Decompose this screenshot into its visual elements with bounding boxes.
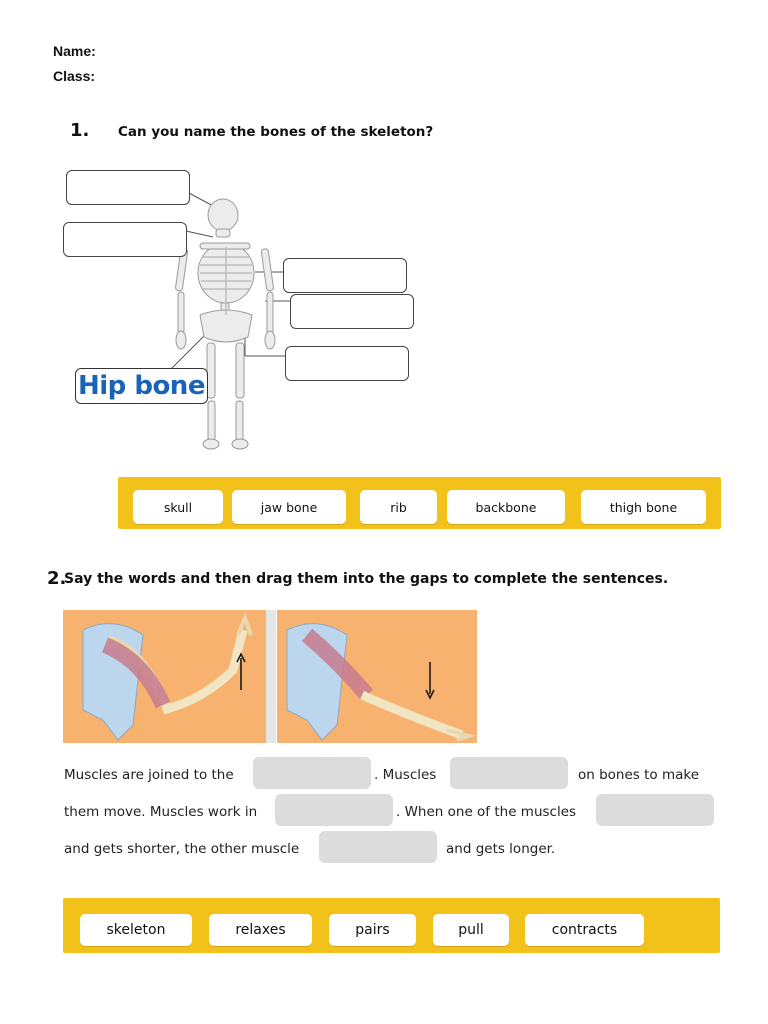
gap-4[interactable] [596,794,714,826]
word-chip-skeleton[interactable]: skeleton [80,914,192,946]
word-chip-pairs[interactable]: pairs [329,914,416,946]
arm-straight-illustration [277,610,477,743]
sentence-part-1: Muscles are joined to the [64,767,234,783]
question-2-instruction: Say the words and then drag them into the gaps to complete the sentences. [64,571,669,587]
sentence-part-2: . Muscles [374,767,437,783]
skeleton-label-slot-1[interactable] [66,170,190,205]
skeleton-label-slot-4[interactable] [290,294,414,329]
panel-divider [266,610,276,743]
sentence-part-7: and gets longer. [446,841,556,857]
word-chip-thigh-bone[interactable]: thigh bone [581,490,706,524]
skeleton-label-slot-5[interactable] [285,346,409,381]
sentence-part-4: them move. Muscles work in [64,804,258,820]
arm-bent-illustration [63,610,266,743]
name-label: Name: [53,43,96,59]
gap-5[interactable] [319,831,437,863]
skeleton-label-slot-3[interactable] [283,258,407,293]
word-chip-pull[interactable]: pull [433,914,509,946]
skeleton-label-slot-2[interactable] [63,222,187,257]
sentence-part-6: and gets shorter, the other muscle [64,841,300,857]
question-2-number: 2. [47,568,67,589]
word-chip-rib[interactable]: rib [360,490,437,524]
word-chip-relaxes[interactable]: relaxes [209,914,312,946]
question-1-number: 1. [70,120,90,141]
question-1-text: Can you name the bones of the skeleton? [118,124,434,140]
hip-bone-label[interactable]: Hip bone [75,368,208,404]
word-chip-skull[interactable]: skull [133,490,223,524]
sentence-part-5: . When one of the muscles [396,804,577,820]
sentence-part-3: on bones to make [578,767,700,783]
word-chip-jaw-bone[interactable]: jaw bone [232,490,346,524]
gap-2[interactable] [450,757,568,789]
word-chip-contracts[interactable]: contracts [525,914,644,946]
gap-3[interactable] [275,794,393,826]
gap-1[interactable] [253,757,371,789]
word-chip-backbone[interactable]: backbone [447,490,565,524]
class-label: Class: [53,68,96,84]
